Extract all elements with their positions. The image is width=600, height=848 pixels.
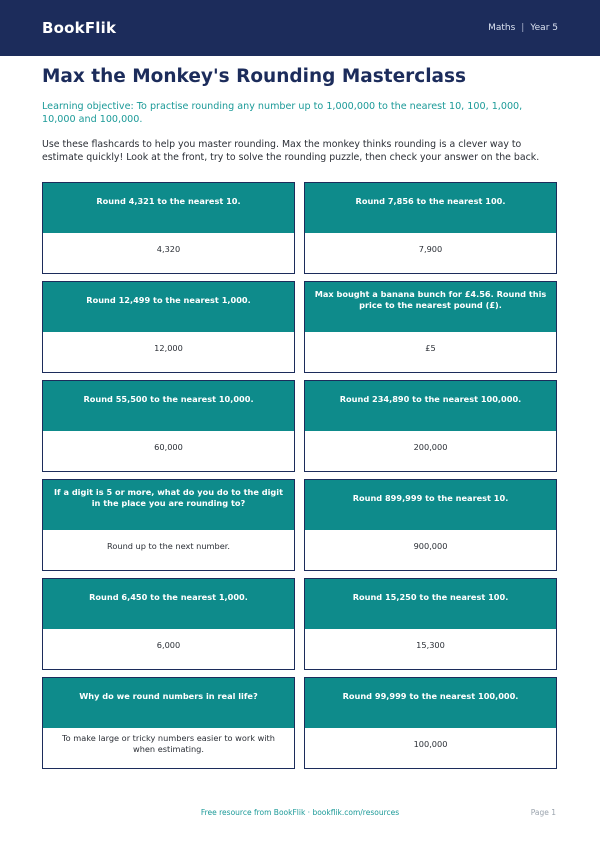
flashcard-question: Round 7,856 to the nearest 100. — [305, 183, 556, 233]
flashcard[interactable] — [304, 182, 557, 274]
flashcard-question: Round 55,500 to the nearest 10,000. — [43, 381, 294, 431]
flashcard[interactable] — [304, 479, 557, 571]
footer-credit[interactable]: Free resource from BookFlik · bookflik.com/resources — [200, 808, 400, 817]
meta-separator: | — [521, 23, 525, 33]
flashcard-question: Round 15,250 to the nearest 100. — [305, 579, 556, 629]
page-number: Page 1 — [530, 808, 556, 817]
flashcard[interactable] — [42, 578, 295, 670]
flashcard-question: Round 6,450 to the nearest 1,000. — [43, 579, 294, 629]
flashcard[interactable] — [42, 479, 295, 571]
flashcard[interactable] — [42, 281, 295, 373]
flashcard-answer: 6,000 — [156, 639, 181, 650]
flashcard[interactable] — [42, 380, 295, 472]
flashcard-question: Round 899,999 to the nearest 10. — [305, 480, 556, 530]
flashcard-question: Round 4,321 to the nearest 10. — [43, 183, 294, 233]
flashcard-answer: £5 — [425, 342, 436, 353]
year-label: Year 5 — [530, 23, 558, 33]
flashcard[interactable] — [42, 182, 295, 274]
flashcard-question: Max bought a banana bunch for £4.56. Round this price to the nearest pound (£). — [305, 282, 556, 332]
flashcard-answer: 15,300 — [416, 639, 445, 650]
flashcard-answer: 900,000 — [413, 540, 448, 551]
top-bar — [0, 0, 600, 56]
flashcard-question: Round 234,890 to the nearest 100,000. — [305, 381, 556, 431]
flashcard[interactable] — [42, 677, 295, 769]
flashcard-answer: Round up to the next number. — [107, 540, 230, 551]
flashcard-question: If a digit is 5 or more, what do you do to the digit in the place you are rounding to? — [43, 480, 294, 530]
page-title: Max the Monkey's Rounding Masterclass — [42, 66, 467, 87]
flashcard-answer: 7,900 — [418, 243, 443, 254]
flashcard-answer: 200,000 — [413, 441, 448, 452]
flashcard-question: Round 99,999 to the nearest 100,000. — [305, 678, 556, 728]
flashcard[interactable] — [304, 677, 557, 769]
flashcard-grid — [42, 182, 557, 769]
flashcard-answer: To make large or tricky numbers easier to work with when estimating. — [62, 733, 275, 754]
flashcard[interactable] — [304, 380, 557, 472]
flashcard-question: Why do we round numbers in real life? — [43, 678, 294, 728]
header-meta — [488, 23, 558, 33]
flashcard-answer: 12,000 — [154, 342, 183, 353]
intro-text: Use these flashcards to help you master rounding. Max the monkey thinks rounding is a clever way to estimate quickly! Look at the front, try to solve the rounding puzzle, then check your answer on the back. — [42, 139, 540, 163]
flashcard-answer: 100,000 — [413, 738, 448, 749]
flashcard-answer: 4,320 — [156, 243, 181, 254]
subject-label: Maths — [488, 23, 516, 33]
flashcard-answer: 60,000 — [154, 441, 183, 452]
flashcard[interactable] — [304, 578, 557, 670]
brand-logo[interactable]: BookFlik — [42, 19, 117, 37]
flashcard[interactable] — [304, 281, 557, 373]
flashcard-question: Round 12,499 to the nearest 1,000. — [43, 282, 294, 332]
learning-objective: Learning objective: To practise rounding any number up to 1,000,000 to the nearest 10, 100, 1,000, 10,000 and 100,000. — [42, 101, 523, 125]
